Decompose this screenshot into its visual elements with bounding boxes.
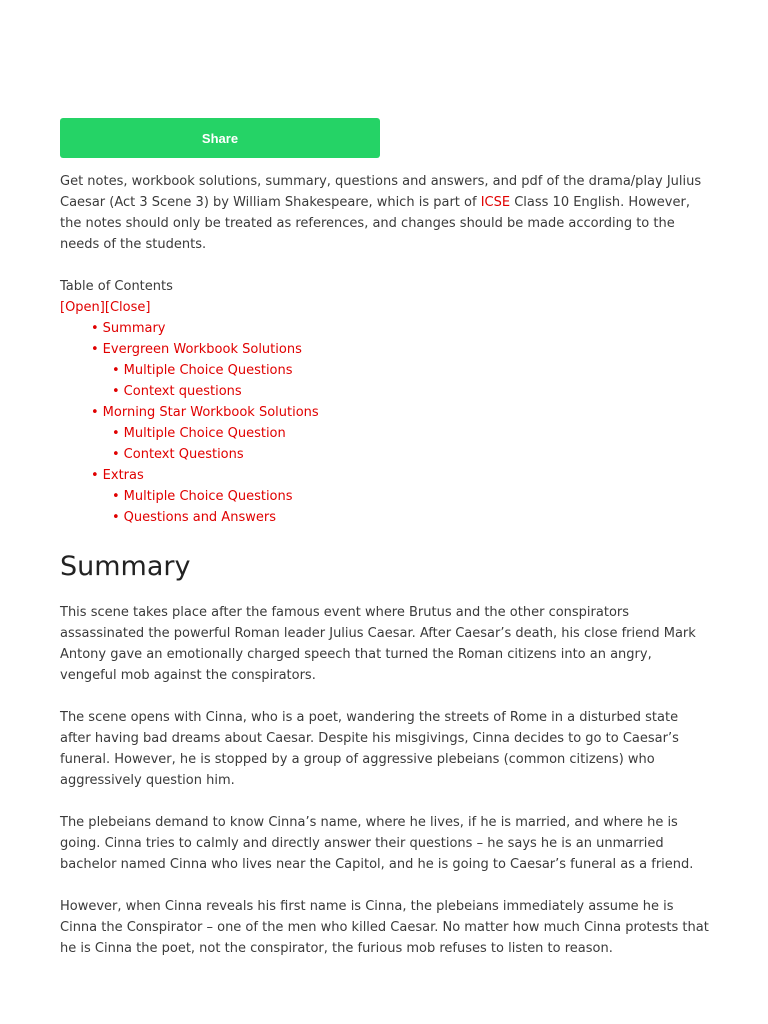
table-of-contents bbox=[60, 276, 710, 528]
summary-paragraph-4: However, when Cinna reveals his first name is Cinna, the plebeians immediately assume he is Cinna the Conspirator – one of the men who killed Caesar. No matter how much Cinna protests that he is Cinna the poet, not the conspirator, the furious mob refuses to listen to reason. bbox=[60, 899, 709, 956]
toc-item-extras[interactable] bbox=[60, 465, 710, 486]
toc-item-label: Multiple Choice Questions bbox=[123, 489, 293, 504]
toc-open-link[interactable]: [Open] bbox=[60, 300, 105, 315]
toc-item-label: Context questions bbox=[123, 384, 242, 399]
toc-item-label: Summary bbox=[102, 321, 166, 336]
bullet-icon: • bbox=[112, 489, 120, 504]
share-button[interactable] bbox=[60, 118, 380, 158]
toc-item-morning-star-multiple-choice-question[interactable] bbox=[60, 423, 710, 444]
bullet-icon: • bbox=[112, 510, 120, 525]
toc-title: Table of Contents bbox=[60, 279, 173, 294]
bullet-icon: • bbox=[112, 447, 120, 462]
toc-list bbox=[60, 318, 710, 528]
toc-item-label: Context Questions bbox=[123, 447, 244, 462]
toc-item-label: Multiple Choice Question bbox=[123, 426, 286, 441]
toc-item-morning-star-context-questions[interactable] bbox=[60, 444, 710, 465]
toc-item-evergreen-multiple-choice-questions[interactable] bbox=[60, 360, 710, 381]
icse-link[interactable]: ICSE bbox=[480, 195, 511, 210]
bullet-icon: • bbox=[112, 363, 120, 378]
toc-item-label: Multiple Choice Questions bbox=[123, 363, 293, 378]
share-button-label: Share bbox=[201, 130, 239, 146]
bullet-icon: • bbox=[91, 468, 99, 483]
intro-paragraph bbox=[60, 171, 710, 255]
toc-item-extras-multiple-choice-questions[interactable] bbox=[60, 486, 710, 507]
toc-close-link[interactable]: [Close] bbox=[104, 300, 151, 315]
intro-text-before-link: Get notes, workbook solutions, summary, questions and answers, and pdf of the drama/play Julius Caesar (Act 3 Scene 3) by William Shakespeare, which is part of bbox=[60, 174, 702, 210]
summary-paragraph-1: This scene takes place after the famous event where Brutus and the other conspirators assassinated the powerful Roman leader Julius Caesar. After Caesar’s death, his close friend Mark Antony gave an emotionally charged speech that turned the Roman citizens into an angry, vengeful mob against the conspirators. bbox=[60, 605, 696, 683]
toc-item-label: Extras bbox=[102, 468, 144, 483]
toc-item-label: Evergreen Workbook Solutions bbox=[102, 342, 302, 357]
toc-toggle bbox=[60, 297, 710, 318]
bullet-icon: • bbox=[91, 342, 99, 357]
bullet-icon: • bbox=[112, 384, 120, 399]
toc-item-summary[interactable] bbox=[60, 318, 710, 339]
bullet-icon: • bbox=[91, 405, 99, 420]
toc-item-label: Morning Star Workbook Solutions bbox=[102, 405, 319, 420]
toc-item-extras-questions-and-answers[interactable] bbox=[60, 507, 710, 528]
toc-item-morning-star-workbook-solutions[interactable] bbox=[60, 402, 710, 423]
toc-item-label: Questions and Answers bbox=[123, 510, 276, 525]
bullet-icon: • bbox=[91, 321, 99, 336]
bullet-icon: • bbox=[112, 426, 120, 441]
toc-item-evergreen-workbook-solutions[interactable] bbox=[60, 339, 710, 360]
summary-paragraph-3: The plebeians demand to know Cinna’s name, where he lives, if he is married, and where he is going. Cinna tries to calmly and directly answer their questions – he says he is an unmarried bachelor named Cinna who lives near the Capitol, and he is going to Caesar’s funeral as a friend. bbox=[60, 815, 694, 872]
summary-paragraph-2: The scene opens with Cinna, who is a poet, wandering the streets of Rome in a disturbed state after having bad dreams about Caesar. Despite his misgivings, Cinna decides to go to Caesar’s funeral. However, he is stopped by a group of aggressive plebeians (common citizens) who aggressively question him. bbox=[60, 710, 679, 788]
toc-item-evergreen-context-questions[interactable] bbox=[60, 381, 710, 402]
article-content bbox=[60, 118, 710, 959]
intro-text-after-link: Class 10 English. However, the notes should only be treated as references, and changes should be made according to the needs of the students. bbox=[60, 195, 690, 252]
summary-heading: Summary bbox=[60, 551, 191, 582]
